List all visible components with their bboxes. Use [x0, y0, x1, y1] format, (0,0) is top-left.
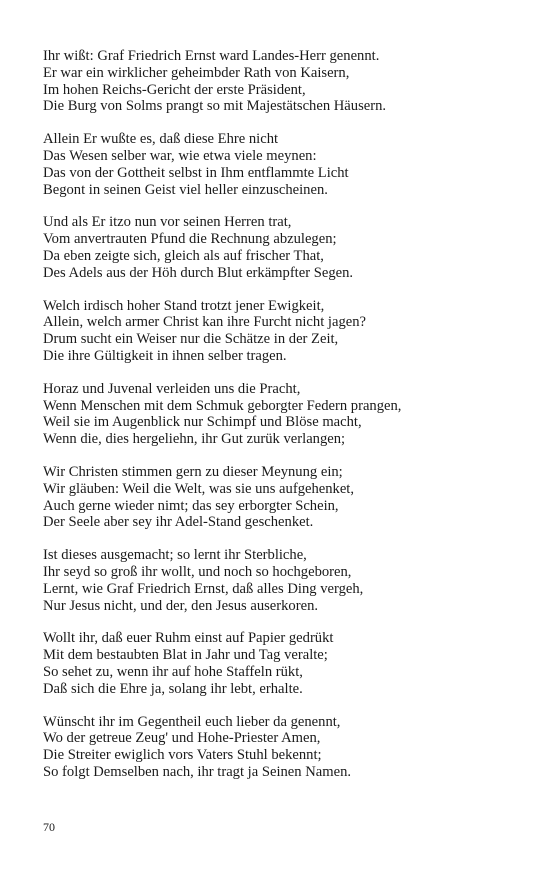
stanza	[43, 381, 513, 448]
page-number: 70	[43, 820, 55, 834]
poem-line: Nur Jesus nicht, und der, den Jesus auserkoren.	[43, 597, 319, 614]
poem-text	[43, 48, 513, 797]
poem-line: Allein Er wußte es, daß diese Ehre nicht	[43, 131, 279, 148]
poem-line: Wir gläuben: Weil die Welt, was sie uns aufgehenket,	[43, 480, 355, 497]
poem-line: Daß sich die Ehre ja, solang ihr lebt, erhalte.	[43, 680, 303, 697]
poem-line: Er war ein wirklicher geheimbder Rath von Kaisern,	[43, 64, 350, 81]
poem-line: Drum sucht ein Weiser nur die Schätze in der Zeit,	[43, 331, 339, 348]
poem-line: Wollt ihr, daß euer Ruhm einst auf Papier gedrükt	[43, 630, 334, 647]
poem-line: Die Streiter ewiglich vors Vaters Stuhl bekennt;	[43, 747, 322, 764]
poem-line: Da eben zeigte sich, gleich als auf frischer That,	[43, 247, 324, 264]
poem-line: Auch gerne wieder nimt; das sey erborgter Schein,	[43, 497, 339, 514]
poem-line: Ist dieses ausgemacht; so lernt ihr Sterbliche,	[43, 547, 307, 564]
poem-line: Wenn die, dies hergeliehn, ihr Gut zurük verlangen;	[43, 431, 346, 448]
poem-line: Wünscht ihr im Gegentheil euch lieber da genennt,	[43, 713, 341, 730]
stanza	[43, 464, 513, 531]
poem-line: So folgt Demselben nach, ihr tragt ja Seinen Namen.	[43, 763, 352, 780]
poem-line: Im hohen Reichs-Gericht der erste Präsident,	[43, 81, 306, 98]
stanza	[43, 714, 513, 781]
poem-line: Wenn Menschen mit dem Schmuk geborgter Federn prangen,	[43, 397, 402, 414]
poem-line: Die ihre Gültigkeit in ihnen selber tragen.	[43, 347, 287, 364]
poem-line: Lernt, wie Graf Friedrich Ernst, daß alles Ding vergeh,	[43, 580, 364, 597]
poem-line: Des Adels aus der Höh durch Blut erkämpfter Segen.	[43, 264, 354, 281]
stanza	[43, 298, 513, 365]
poem-line: Ihr wißt: Graf Friedrich Ernst ward Landes-Herr genennt.	[43, 48, 380, 64]
poem-line: Begont in seinen Geist viel heller einzuscheinen.	[43, 181, 328, 198]
poem-line: Der Seele aber sey ihr Adel-Stand geschenket.	[43, 514, 314, 531]
poem-line: Wo der getreue Zeug' und Hohe-Priester Amen,	[43, 730, 321, 747]
stanza	[43, 214, 513, 281]
poem-line: Vom anvertrauten Pfund die Rechnung abzulegen;	[43, 231, 337, 248]
poem-line: So sehet zu, wenn ihr auf hohe Staffeln rükt,	[43, 663, 303, 680]
poem-line: Welch irdisch hoher Stand trotzt jener Ewigkeit,	[43, 297, 325, 314]
poem-line: Allein, welch armer Christ kan ihre Furcht nicht jagen?	[43, 314, 366, 331]
poem-line: Das Wesen selber war, wie etwa viele meynen:	[43, 147, 317, 164]
stanza	[43, 630, 513, 697]
stanza	[43, 131, 513, 198]
poem-line: Und als Er itzo nun vor seinen Herren trat,	[43, 214, 292, 231]
poem-line: Ihr seyd so groß ihr wollt, und noch so hochgeboren,	[43, 563, 352, 580]
poem-line: Weil sie im Augenblick nur Schimpf und Blöse macht,	[43, 414, 362, 431]
stanza	[43, 48, 513, 115]
poem-line: Horaz und Juvenal verleiden uns die Pracht,	[43, 380, 301, 397]
poem-line: Das von der Gottheit selbst in Ihm entflammte Licht	[43, 164, 349, 181]
stanza	[43, 547, 513, 614]
poem-line: Die Burg von Solms prangt so mit Majestätschen Häusern.	[43, 98, 387, 115]
poem-line: Mit dem bestaubten Blat in Jahr und Tag veralte;	[43, 647, 328, 664]
poem-line: Wir Christen stimmen gern zu dieser Meynung ein;	[43, 463, 343, 480]
